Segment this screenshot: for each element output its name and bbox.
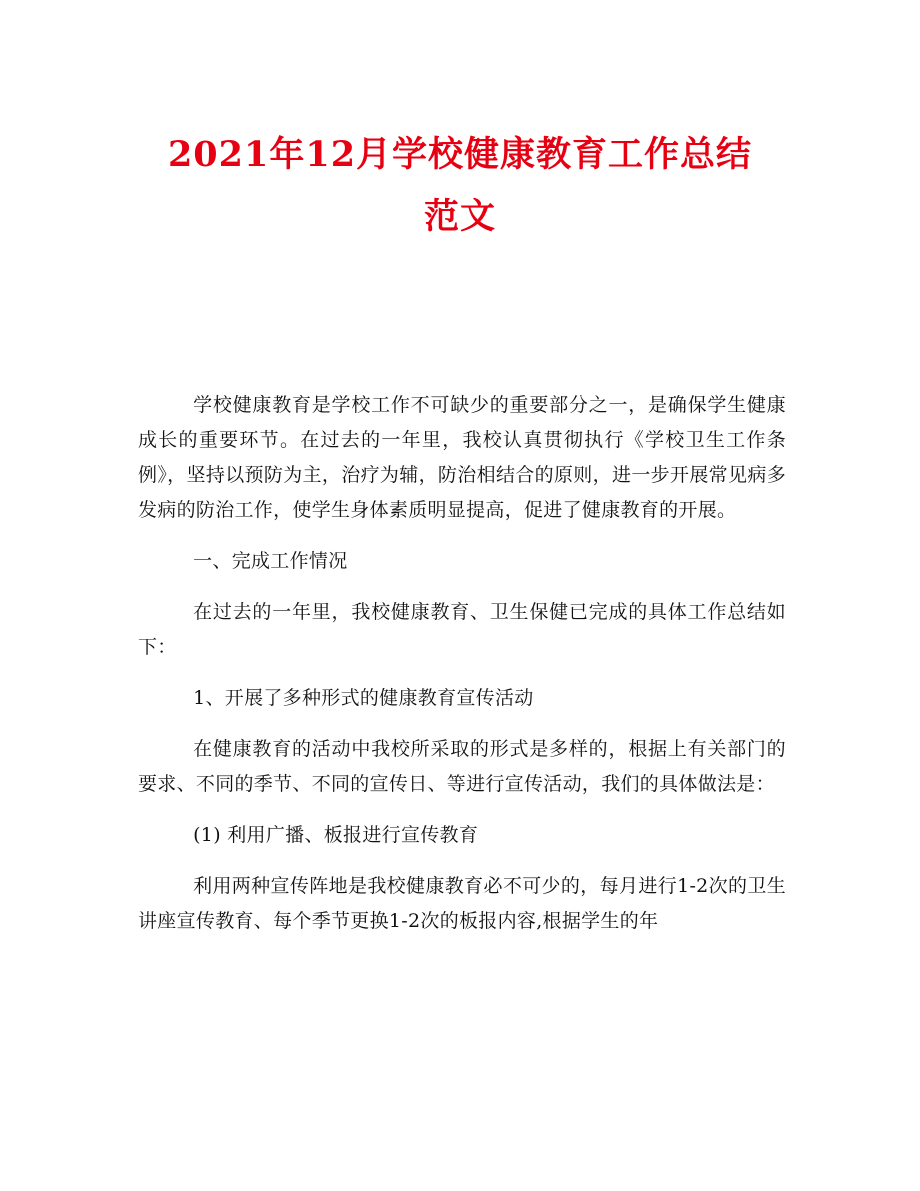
summary-intro-paragraph: 在过去的一年里，我校健康教育、卫生保健已完成的具体工作总结如下： [138,601,786,658]
intro-paragraph: 学校健康教育是学校工作不可缺少的重要部分之一，是确保学生健康成长的重要环节。在过去的一年里，我校认真贯彻执行《学校卫生工作条例》，坚持以预防为主，治疗为辅，防治相结合的原则，进一步开展常见病多发病的防治工作，使学生身体素质明显提高，促进了健康教育的开展。 [138,394,786,521]
subheading-publicity-activities: 1、开展了多种形式的健康教育宣传活动 [193,687,534,709]
broadcast-paragraph: 利用两种宣传阵地是我校健康教育必不可少的，每月进行1-2次的卫生讲座宣传教育、每个季节更换1-2次的板报内容,根据学生的年 [138,875,786,932]
document-body [138,388,786,939]
document-title [100,124,820,248]
title-line-1: 2021年12月学校健康教育工作总结 [167,134,753,175]
section-heading-completed-work: 一、完成工作情况 [193,550,348,572]
activities-paragraph: 在健康教育的活动中我校所采取的形式是多样的，根据上有关部门的要求、不同的季节、不同的宣传日、等进行宣传活动，我们的具体做法是： [138,738,786,795]
item-broadcast-blackboard: (1) 利用广播、板报进行宣传教育 [193,824,479,846]
title-line-2: 范文 [423,196,496,237]
